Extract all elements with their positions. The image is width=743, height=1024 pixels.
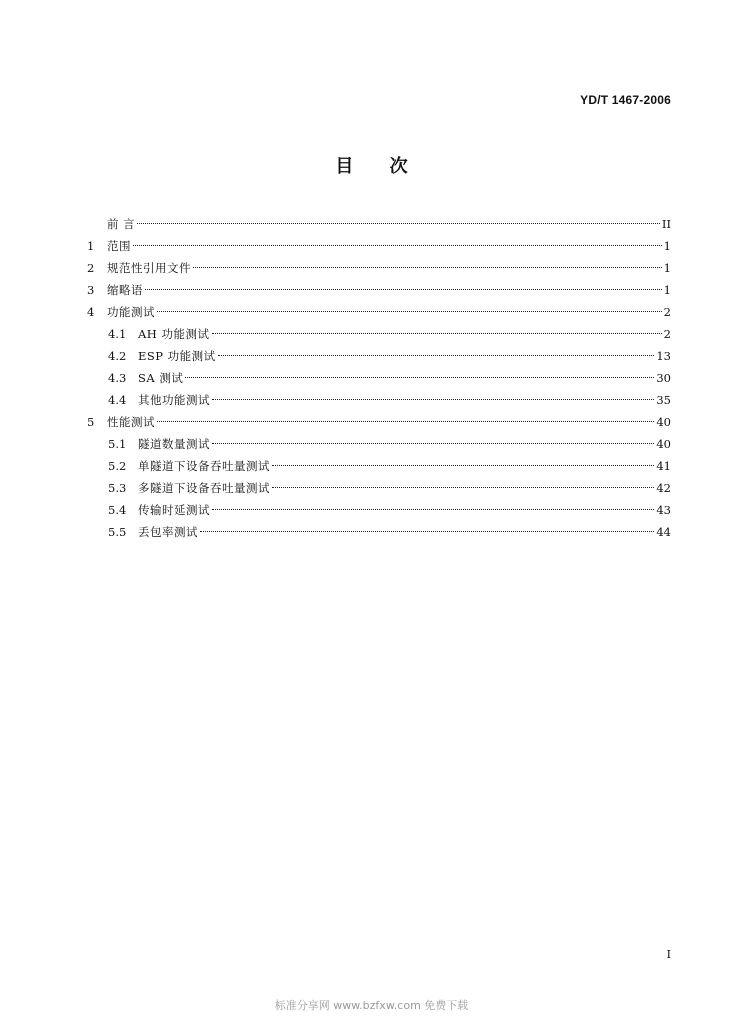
toc-entry[interactable] bbox=[87, 367, 671, 389]
toc-entry-page: 2 bbox=[663, 327, 671, 341]
toc-entry-label: 缩略语 bbox=[107, 283, 143, 297]
toc-entry-page: 41 bbox=[656, 459, 671, 473]
toc-entry-number: 3 bbox=[87, 283, 95, 297]
toc-entry-page: 43 bbox=[656, 503, 671, 517]
toc-entry-number: 5.2 bbox=[108, 459, 127, 473]
toc-entry-page: 35 bbox=[656, 393, 671, 407]
toc-entry-label: 功能测试 bbox=[107, 305, 155, 319]
toc-entry[interactable] bbox=[87, 235, 671, 257]
toc-entry-number: 2 bbox=[87, 261, 95, 275]
toc-dot-leader bbox=[212, 443, 654, 444]
toc-entry-page: 42 bbox=[656, 481, 671, 495]
toc-dot-leader bbox=[218, 355, 655, 356]
toc-entry-number: 5.1 bbox=[108, 437, 127, 451]
toc-entry-number: 5.5 bbox=[108, 525, 127, 539]
toc-entry[interactable] bbox=[87, 433, 671, 455]
toc-entry-number: 4.4 bbox=[108, 393, 127, 407]
toc-entry[interactable] bbox=[87, 411, 671, 433]
toc-entry-label: 隧道数量测试 bbox=[138, 437, 210, 451]
toc-entry-label: SA 测试 bbox=[138, 371, 184, 385]
toc-dot-leader bbox=[185, 377, 654, 378]
toc-entry[interactable] bbox=[87, 301, 671, 323]
toc-entry-label: 范围 bbox=[107, 239, 131, 253]
toc-entry-number: 4.3 bbox=[108, 371, 127, 385]
toc-entry[interactable] bbox=[87, 257, 671, 279]
toc-entry-label: 其他功能测试 bbox=[138, 393, 210, 407]
toc-entry-label: AH 功能测试 bbox=[138, 327, 210, 341]
toc-entry-label: 单隧道下设备吞吐量测试 bbox=[138, 459, 270, 473]
toc-dot-leader bbox=[200, 531, 654, 532]
toc-entry-number: 4.1 bbox=[108, 327, 127, 341]
toc-entry[interactable] bbox=[87, 213, 671, 235]
toc-entry-page: II bbox=[661, 217, 671, 231]
toc-entry[interactable] bbox=[87, 279, 671, 301]
toc-entry-number: 5.4 bbox=[108, 503, 127, 517]
toc-dot-leader bbox=[133, 245, 662, 246]
toc-entry-page: 40 bbox=[656, 437, 671, 451]
toc-dot-leader bbox=[272, 465, 654, 466]
toc-entry-number: 5 bbox=[87, 415, 95, 429]
toc-entry[interactable] bbox=[87, 345, 671, 367]
toc-entry-label: 规范性引用文件 bbox=[107, 261, 191, 275]
toc-entry[interactable] bbox=[87, 389, 671, 411]
toc-entry-label: ESP 功能测试 bbox=[138, 349, 216, 363]
toc-entry-page: 2 bbox=[663, 305, 671, 319]
standard-code: YD/T 1467-2006 bbox=[580, 93, 671, 107]
table-of-contents bbox=[87, 213, 671, 543]
toc-entry-page: 30 bbox=[656, 371, 671, 385]
toc-dot-leader bbox=[145, 289, 662, 290]
toc-entry[interactable] bbox=[87, 499, 671, 521]
toc-entry-page: 40 bbox=[656, 415, 671, 429]
toc-dot-leader bbox=[157, 421, 654, 422]
toc-entry-page: 13 bbox=[656, 349, 671, 363]
toc-entry[interactable] bbox=[87, 323, 671, 345]
toc-dot-leader bbox=[212, 333, 662, 334]
toc-entry[interactable] bbox=[87, 455, 671, 477]
toc-entry-label: 性能测试 bbox=[107, 415, 155, 429]
toc-entry-page: 1 bbox=[663, 283, 671, 297]
toc-entry-page: 1 bbox=[663, 261, 671, 275]
toc-entry-label: 多隧道下设备吞吐量测试 bbox=[138, 481, 270, 495]
toc-dot-leader bbox=[212, 399, 654, 400]
watermark: 标准分享网 www.bzfxw.com 免费下载 bbox=[274, 999, 469, 1012]
toc-dot-leader bbox=[157, 311, 662, 312]
page-title: 目 次 bbox=[335, 156, 408, 177]
toc-dot-leader bbox=[193, 267, 662, 268]
toc-entry-number: 1 bbox=[87, 239, 95, 253]
toc-dot-leader bbox=[212, 509, 654, 510]
toc-dot-leader bbox=[272, 487, 654, 488]
toc-entry[interactable] bbox=[87, 521, 671, 543]
toc-entry-label: 前 言 bbox=[107, 217, 136, 231]
toc-entry-label: 传输时延测试 bbox=[138, 503, 210, 517]
toc-entry[interactable] bbox=[87, 477, 671, 499]
toc-entry-number: 4.2 bbox=[108, 349, 127, 363]
toc-entry-number: 5.3 bbox=[108, 481, 127, 495]
toc-entry-page: 44 bbox=[656, 525, 671, 539]
page-number: I bbox=[666, 948, 671, 961]
toc-entry-number: 4 bbox=[87, 305, 95, 319]
toc-dot-leader bbox=[137, 223, 660, 224]
toc-entry-page: 1 bbox=[663, 239, 671, 253]
toc-entry-label: 丢包率测试 bbox=[138, 525, 198, 539]
